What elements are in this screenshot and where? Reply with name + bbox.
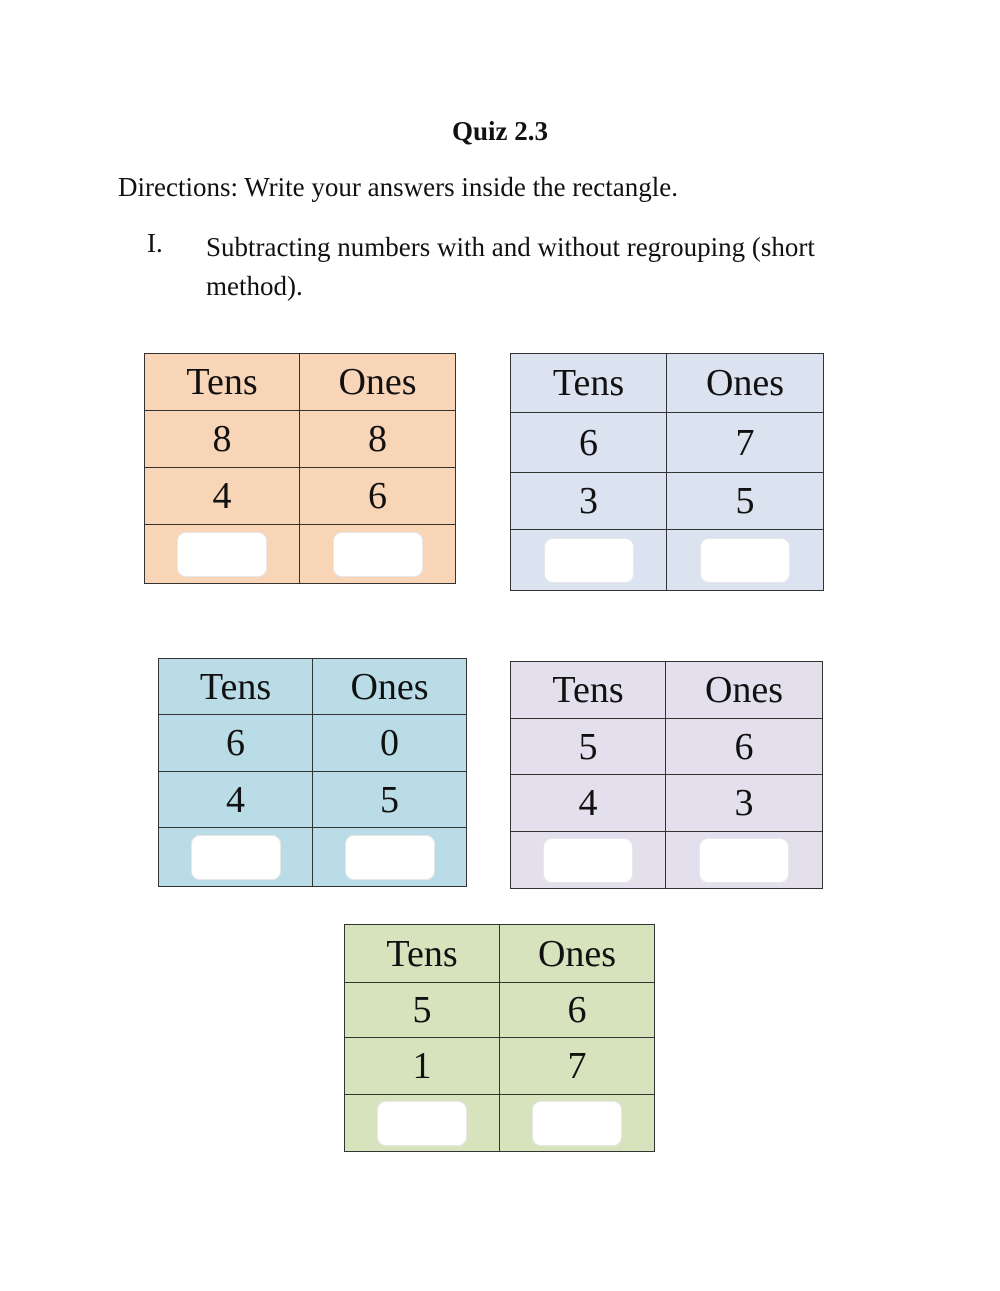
answer-ones-input[interactable] <box>333 532 423 577</box>
minuend-ones: 8 <box>300 411 456 468</box>
answer-cell-ones <box>500 1095 655 1152</box>
place-value-table-1 <box>144 353 456 584</box>
quiz-title: Quiz 2.3 <box>451 116 548 146</box>
tens-header: Tens <box>511 662 666 719</box>
tens-header: Tens <box>145 354 300 411</box>
minuend-tens: 5 <box>511 719 666 775</box>
tens-header: Tens <box>345 925 500 983</box>
subtrahend-tens: 4 <box>145 468 300 525</box>
answer-ones-input[interactable] <box>700 538 790 583</box>
subtrahend-ones: 5 <box>313 772 467 828</box>
answer-tens-input[interactable] <box>377 1101 467 1146</box>
subtrahend-ones: 5 <box>667 473 824 530</box>
ones-header: Ones <box>667 354 824 413</box>
answer-ones-input[interactable] <box>532 1101 622 1146</box>
place-value-table-2 <box>510 353 824 591</box>
subtrahend-tens: 4 <box>159 772 313 828</box>
answer-cell-tens <box>145 525 300 584</box>
subtrahend-ones: 6 <box>300 468 456 525</box>
minuend-ones: 6 <box>500 983 655 1038</box>
minuend-tens: 5 <box>345 983 500 1038</box>
directions-text: Directions: Write your answers inside the rectangle. <box>118 172 678 202</box>
subtrahend-tens: 4 <box>511 775 666 832</box>
subtrahend-ones: 3 <box>666 775 823 832</box>
minuend-tens: 8 <box>145 411 300 468</box>
ones-header: Ones <box>300 354 456 411</box>
minuend-ones: 0 <box>313 715 467 772</box>
place-value-table-5 <box>344 924 655 1152</box>
subtrahend-tens: 1 <box>345 1038 500 1095</box>
answer-tens-input[interactable] <box>544 538 634 583</box>
answer-cell-tens <box>511 530 667 591</box>
ones-header: Ones <box>500 925 655 983</box>
subtrahend-tens: 3 <box>511 473 667 530</box>
answer-ones-input[interactable] <box>345 835 435 880</box>
section-number: I. <box>147 228 163 258</box>
minuend-ones: 7 <box>667 413 824 473</box>
tens-header: Tens <box>511 354 667 413</box>
place-value-table-4 <box>510 661 823 889</box>
answer-cell-tens <box>511 832 666 889</box>
answer-cell-ones <box>667 530 824 591</box>
answer-ones-input[interactable] <box>699 838 789 883</box>
answer-cell-tens <box>159 828 313 887</box>
answer-cell-tens <box>345 1095 500 1152</box>
section-text: Subtracting numbers with and without regrouping (short method). <box>206 232 815 301</box>
answer-tens-input[interactable] <box>177 532 267 577</box>
answer-tens-input[interactable] <box>543 838 633 883</box>
minuend-ones: 6 <box>666 719 823 775</box>
answer-cell-ones <box>300 525 456 584</box>
subtrahend-ones: 7 <box>500 1038 655 1095</box>
minuend-tens: 6 <box>159 715 313 772</box>
ones-header: Ones <box>313 659 467 715</box>
minuend-tens: 6 <box>511 413 667 473</box>
answer-tens-input[interactable] <box>191 835 281 880</box>
ones-header: Ones <box>666 662 823 719</box>
answer-cell-ones <box>313 828 467 887</box>
tens-header: Tens <box>159 659 313 715</box>
answer-cell-ones <box>666 832 823 889</box>
place-value-table-3 <box>158 658 467 887</box>
